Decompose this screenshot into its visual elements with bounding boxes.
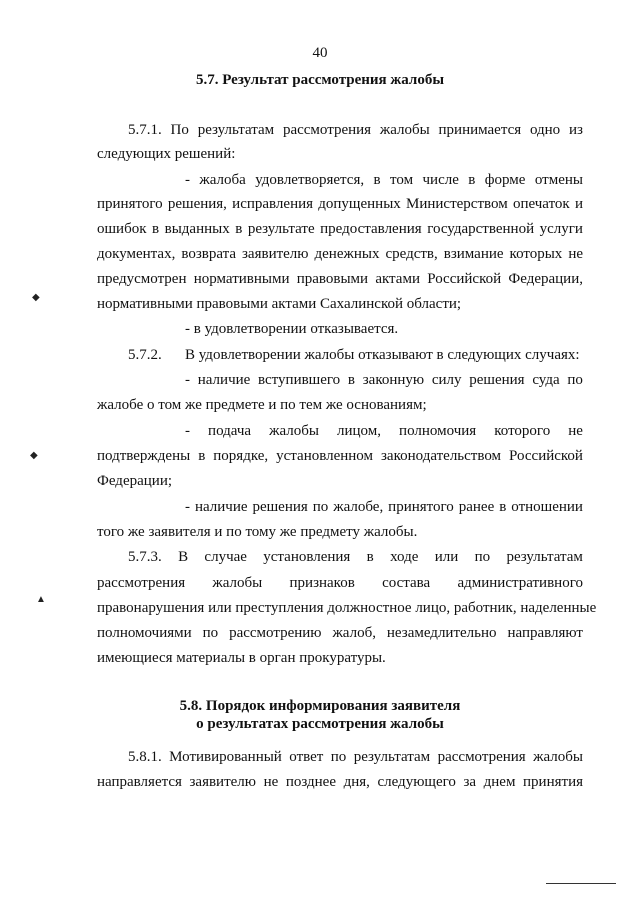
word: государственной [427,221,535,237]
word: - [185,172,190,188]
word: позднее [285,774,336,790]
word: суда [532,372,560,388]
word: - [185,372,190,388]
word: которых [509,246,563,262]
item-1-line-4 [97,245,583,263]
word: жалобы [212,575,263,591]
word: и [574,196,583,212]
word: по [312,499,329,515]
paragraph-5-7-3-line-5: имеющиеся материалы в орган прокуратуры. [97,650,386,666]
word: признаков [289,575,355,591]
word: заявителю [189,774,256,790]
paragraph-5-7-3-line-2 [97,574,583,592]
word: рассмотрения [437,749,526,765]
word: услуги [539,221,583,237]
paragraph-5-8-1-line-2 [97,773,583,791]
item-1-line-1 [185,171,583,189]
word: административного [457,575,583,591]
word: по [202,625,219,641]
word: лицом, [337,423,381,439]
word: подтверждены [97,448,191,464]
word: ранее [458,499,495,515]
margin-scan-mark: ◆ [32,292,40,303]
word: жалобы [533,749,583,765]
word: 5.7.1. [128,122,162,138]
word: средств, [385,246,438,262]
word: том [390,172,414,188]
word: законную [362,372,425,388]
word: результате [247,221,315,237]
word: направляют [507,625,583,641]
word: по [474,549,491,565]
word: предусмотрен [97,271,187,287]
margin-scan-mark: ◆ [30,450,38,461]
word: жалоб, [332,625,376,641]
item-2-line: - в удовлетворении отказывается. [185,321,399,337]
word: Министерством [406,196,508,212]
case-b-line-2 [97,447,583,465]
word: в [347,372,355,388]
word: случае [204,549,247,565]
word: Федерации, [508,271,583,287]
word: в [373,172,381,188]
word: рассмотрения [97,575,186,591]
word: законодательством [381,448,502,464]
paragraph-5-7-3-line-4 [97,624,583,642]
word: актами [375,271,420,287]
word: Мотивированный [169,749,282,765]
word: за [463,774,477,790]
word: которого [494,423,551,439]
word: направляется [97,774,182,790]
word: документах, [97,246,176,262]
word: Российской [427,271,502,287]
paragraph-5-7-1-line-2: следующих решений: [97,146,236,162]
word: по [330,749,347,765]
word: принимается [438,122,522,138]
word: в [499,499,507,515]
word: ответ [289,749,324,765]
word: - [185,423,190,439]
item-1-line-6: нормативными правовыми актами Сахалинской области; [97,296,462,312]
page-number: 40 [312,45,328,61]
word: результатам [506,549,583,565]
word: рассмотрению [229,625,322,641]
word: ходе [390,549,419,565]
word: удовлетворяется, [255,172,365,188]
word: отмены [534,172,583,188]
word: не [263,774,279,790]
case-b-line-1 [185,422,583,440]
word: не [568,423,583,439]
word: установления [263,549,351,565]
word: в [468,172,476,188]
word: наличие [197,372,251,388]
margin-scan-mark: ▲ [36,594,46,605]
word: решения [252,499,308,515]
word: принятого [388,499,454,515]
word: принятия [523,774,583,790]
item-1-line-5 [97,270,583,288]
word: состава [382,575,431,591]
word: числе [422,172,459,188]
word: допущенных [318,196,401,212]
word: Российской [509,448,583,464]
word: наличие [194,499,248,515]
word: решения [469,372,525,388]
word: - [185,499,190,515]
word: в [152,221,160,237]
paragraph-5-7-2-number: 5.7.2. [128,347,162,363]
word: принятого [97,196,163,212]
paragraph-5-7-2-text: В удовлетворении жалобы отказывают в следующих случаях: [185,347,580,363]
word: в [198,448,206,464]
word: жалобы [379,122,430,138]
section-heading-5-7: 5.7. Результат рассмотрения жалобы [195,72,445,88]
word: подача [208,423,252,439]
word: взимание [443,246,504,262]
word: порядке, [213,448,269,464]
word: результатам [353,749,431,765]
word: опечаток [512,196,570,212]
word: результатам [197,122,275,138]
case-b-line-3: Федерации; [97,473,173,489]
word: полномочиями [97,625,192,641]
word: заявителю [242,246,309,262]
word: по [567,372,583,388]
word: рассмотрения [282,122,372,138]
word: правовыми [296,271,369,287]
case-a-line-2: жалобе о том же предмете и по тем же основаниям; [97,397,427,413]
word: жалоба [199,172,246,188]
word: днем [483,774,516,790]
word: возврата [181,246,236,262]
word: в [235,221,243,237]
word: 5.8.1. [128,749,162,765]
footer-rule [546,883,616,884]
word: нормативными [193,271,290,287]
section-heading-5-8-line-2: о результатах рассмотрения жалобы [196,716,444,732]
word: в [366,549,374,565]
word: денежных [314,246,380,262]
word: вступившего [258,372,341,388]
word: не [568,246,583,262]
case-c-line-1 [185,498,583,516]
word: силу [431,372,462,388]
word: предоставления [320,221,422,237]
word: выданных [164,221,230,237]
paragraph-5-7-3-line-3: правонарушения или преступления должностное лицо, работник, наделенные [97,600,597,616]
word: 5.7.3. [128,549,162,565]
word: или [434,549,459,565]
word: из [568,122,583,138]
paragraph-5-7-3-line-1 [128,548,583,566]
case-c-line-2: того же заявителя и по тому же предмету жалобы. [97,524,418,540]
paragraph-5-8-1-line-1 [128,748,583,766]
word: отношении [511,499,583,515]
word: полномочия [399,423,477,439]
word: жалобе, [333,499,384,515]
section-heading-5-8-line-1: 5.8. Порядок информирования заявителя [179,698,461,714]
word: дня, [343,774,370,790]
word: исправления [232,196,314,212]
item-1-line-3 [97,220,583,238]
item-1-line-2 [97,195,583,213]
paragraph-5-7-1-line-1 [128,121,583,139]
word: следующего [377,774,456,790]
word: В [178,549,189,565]
word: ошибок [97,221,147,237]
word: незамедлительно [386,625,497,641]
word: одно [529,122,561,138]
word: установленном [276,448,374,464]
word: жалобы [269,423,319,439]
word: форме [484,172,526,188]
word: По [170,122,189,138]
word: решения, [167,196,227,212]
case-a-line-1 [185,371,583,389]
